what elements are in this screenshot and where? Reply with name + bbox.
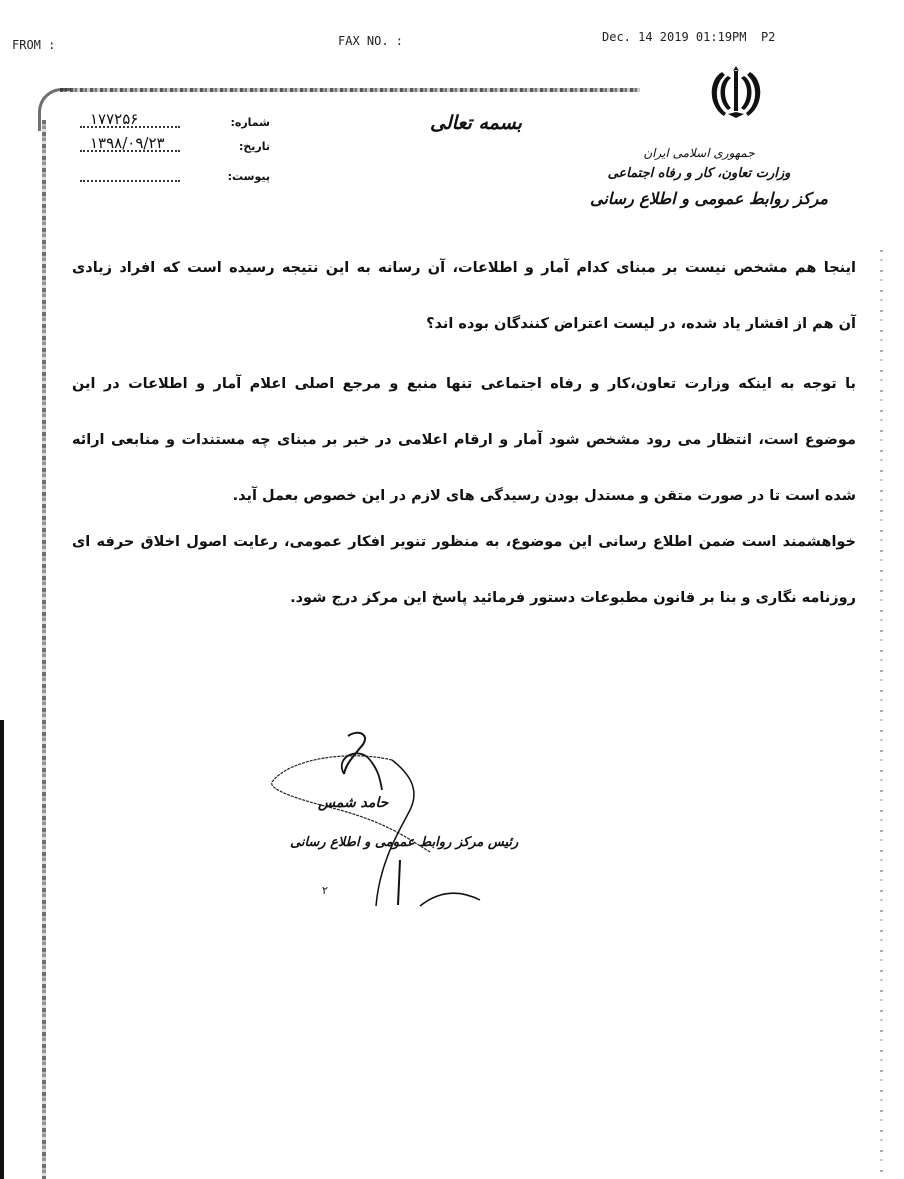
reference-number-row	[80, 110, 270, 134]
fax-number-label: FAX NO. :	[338, 34, 404, 48]
body-paragraph-3	[72, 530, 856, 642]
bismillah-heading: بسمه تعالی	[430, 112, 522, 134]
fax-timestamp	[602, 30, 775, 44]
body-line: موضوع است، انتظار می رود مشخص شود آمار و ارقام اعلامی در خبر بر مبنای چه مستندات و منابعی ارائه	[72, 432, 856, 448]
body-line: اینجا هم مشخص نیست بر مبنای کدام آمار و اطلاعات، آن رسانه به این نتیجه رسیده است که افراد زیادی	[72, 260, 856, 276]
body-line: شده است تا در صورت متقن و مستدل بودن رسیدگی های لازم در این خصوص بعمل آید.	[232, 488, 856, 504]
reference-number-value: ۱۷۷۲۵۶	[90, 110, 139, 128]
scan-border-top	[60, 88, 640, 92]
org-country: جمهوری اسلامی ایران	[643, 146, 755, 160]
body-line: خواهشمند است ضمن اطلاع رسانی این موضوع، به منظور تنویر افکار عمومی، رعایت اصول اخلاق حرفه ای	[72, 534, 856, 550]
body-line: با توجه به اینکه وزارت تعاون،کار و رفاه اجتماعی تنها منبع و مرجع اصلی اعلام آمار و اطلاعات در این	[72, 376, 856, 392]
organization-block	[590, 143, 828, 213]
body-paragraph-1	[72, 256, 856, 368]
reference-date-row	[80, 134, 270, 158]
signature-scribble	[260, 730, 500, 910]
signature-mark: ۲	[322, 884, 328, 897]
body-line: آن هم از اقشار یاد شده، در لیست اعتراض کنندگان بوده اند؟	[426, 316, 856, 332]
body-line: روزنامه نگاری و بنا بر قانون مطبوعات دستور فرمائید پاسخ این مرکز درج شود.	[290, 590, 856, 606]
fax-page-number: P2	[760, 30, 776, 44]
reference-number-label: شماره:	[230, 116, 270, 129]
reference-block	[80, 110, 270, 188]
scan-border-left	[42, 120, 46, 1179]
dotted-line	[80, 126, 180, 128]
org-ministry: وزارت تعاون، کار و رفاه اجتماعی	[607, 166, 791, 181]
reference-date-value: ۱۳۹۸/۰۹/۲۳	[90, 134, 165, 152]
scan-border-right	[880, 250, 883, 1179]
dotted-line	[80, 180, 180, 182]
reference-attachment-row	[80, 164, 270, 188]
signer-title: رئیس مرکز روابط عمومی و اطلاع رسانی	[290, 835, 519, 850]
reference-attachment-label: پیوست:	[227, 170, 270, 183]
dotted-line	[80, 150, 180, 152]
iran-emblem-icon	[706, 62, 766, 122]
fax-header	[0, 30, 904, 50]
scan-edge-shadow	[0, 720, 4, 1179]
fax-from-label: FROM :	[12, 38, 56, 52]
body-paragraph-2	[72, 372, 856, 540]
signer-name: حامد شمس	[318, 795, 389, 811]
org-department: مرکز روابط عمومی و اطلاع رسانی	[590, 189, 828, 208]
reference-date-label: تاریخ:	[238, 140, 270, 153]
fax-timestamp-value: Dec. 14 2019 01:19PM	[602, 30, 747, 44]
